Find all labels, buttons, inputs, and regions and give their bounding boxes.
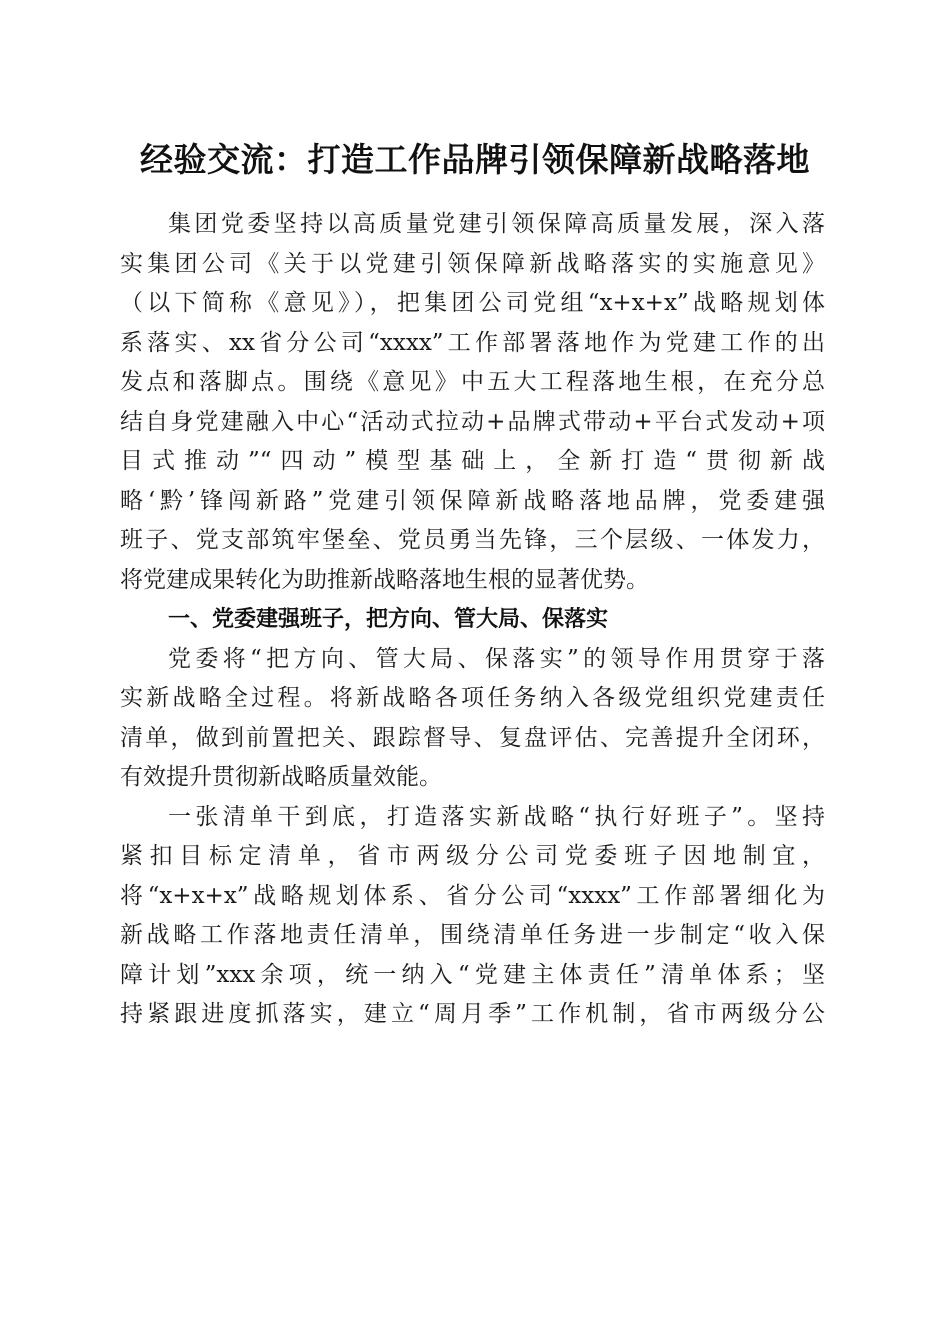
paragraph-line: 集团党委坚持以高质量党建引领保障高质量发展，深入落 — [168, 211, 825, 237]
paragraph-line: 紧扣目标定清单，省市两级分公司党委班子因地制宜， — [120, 843, 825, 869]
document-body — [120, 205, 825, 1035]
paragraph-line: 党委将“把方向、管大局、保落实”的领导作用贯穿于落 — [168, 645, 825, 672]
paragraph-line: 持紧跟进度抓落实，建立“周月季”工作机制，省市两级分公 — [120, 1001, 825, 1027]
paragraph-line: 班子、党支部筑牢堡垒、党员勇当先锋，三个层级、一体发力， — [120, 527, 825, 553]
paragraph-line: 清单，做到前置把关、跟踪督导、复盘评估、完善提升全闭环， — [120, 724, 825, 751]
paragraph-line: 将“x+x+x”战略规划体系、省分公司“xxxx”工作部署细化为 — [120, 882, 825, 909]
document-title: 经验交流：打造工作品牌引领保障新战略落地 — [140, 140, 810, 179]
paragraph-line: （以下简称《意见》），把集团公司党组“x+x+x”战略规划体 — [120, 290, 825, 316]
paragraph-line: 系落实、xx省分公司“xxxx”工作部署落地作为党建工作的出 — [120, 329, 825, 356]
section-heading-1: 一、党委建强班子，把方向、管大局、保落实 — [168, 607, 609, 632]
paragraph-line: 发点和落脚点。围绕《意见》中五大工程落地生根，在充分总 — [120, 369, 825, 395]
paragraph-line: 目式推动”“四动”模型基础上，全新打造“贯彻新战 — [120, 448, 825, 474]
paragraph-line: 实集团公司《关于以党建引领保障新战略落实的实施意见》 — [120, 250, 825, 277]
paragraph-line: 障计划”xxx余项，统一纳入“党建主体责任”清单体系；坚 — [120, 961, 825, 988]
paragraph-line: 将党建成果转化为助推新战略落地生根的显著优势。 — [120, 566, 649, 593]
paragraph-line: 实新战略全过程。将新战略各项任务纳入各级党组织党建责任 — [120, 685, 825, 711]
paragraph-3 — [120, 798, 825, 1035]
paragraph-2 — [120, 640, 825, 798]
paragraph-line: 一张清单干到底，打造落实新战略“执行好班子”。坚持 — [168, 803, 825, 830]
paragraph-line: 略‘黔’锋闯新路”党建引领保障新战略落地品牌，党委建强 — [120, 487, 825, 514]
paragraph-line: 新战略工作落地责任清单，围绕清单任务进一步制定“收入保 — [120, 922, 825, 948]
paragraph-1 — [120, 205, 825, 600]
paragraph-line: 有效提升贯彻新战略质量效能。 — [120, 764, 442, 790]
paragraph-line: 结自身党建融入中心“活动式拉动+品牌式带动+平台式发动+项 — [120, 408, 825, 435]
